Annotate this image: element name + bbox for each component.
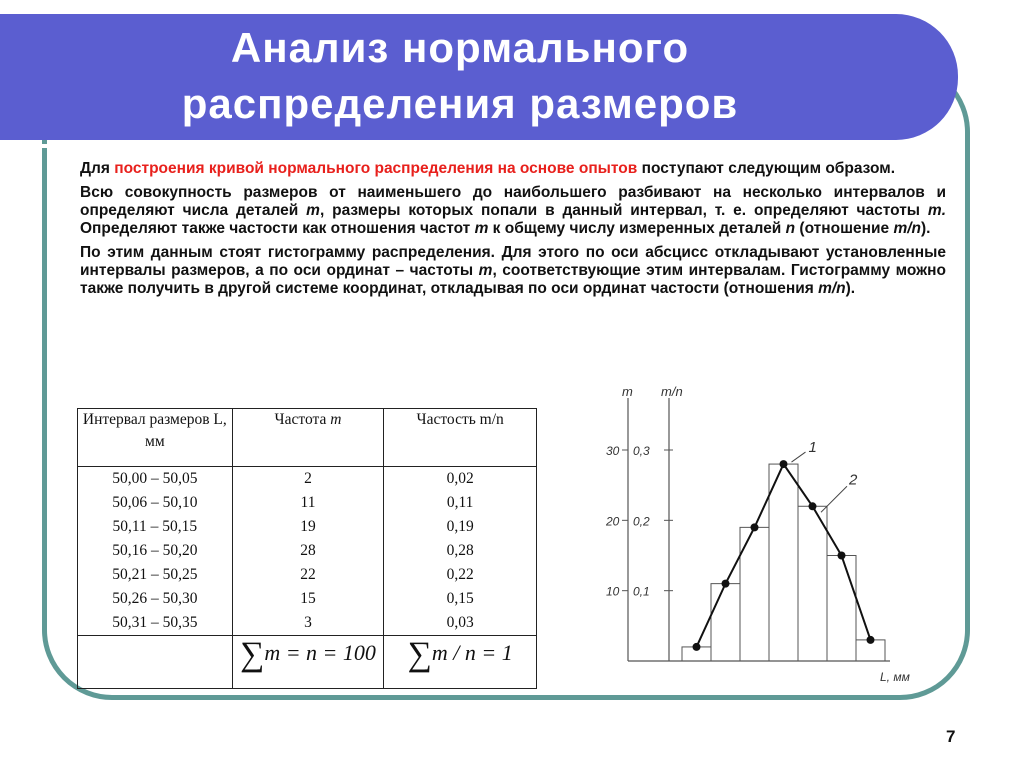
body-text bbox=[80, 160, 946, 304]
sigma-icon: ∑ bbox=[240, 636, 265, 673]
frequency-column bbox=[232, 467, 384, 636]
polygon-point bbox=[722, 580, 730, 588]
title-bar bbox=[0, 14, 958, 140]
slide-title-line-1: Анализ нормального bbox=[230, 24, 690, 71]
paragraph-1: Для построения кривой нормального распределения на основе опытов поступают следующим образом. bbox=[80, 160, 896, 177]
y-tick-label-mn: 0,3 bbox=[633, 444, 650, 458]
curve-1-label: 1 bbox=[808, 439, 817, 457]
histogram-bar bbox=[769, 464, 798, 661]
table-cell: 50,06 – 50,10 bbox=[112, 494, 198, 511]
table-cell: 11 bbox=[300, 494, 316, 511]
table-header-row bbox=[78, 409, 537, 467]
table-cell: 50,11 – 50,15 bbox=[112, 518, 198, 535]
curve-2-label: 2 bbox=[849, 471, 858, 489]
table-cell: 50,31 – 50,35 bbox=[112, 614, 198, 631]
slide-title-line-2: распределения размеров bbox=[181, 80, 739, 127]
table-cell: 3 bbox=[304, 614, 312, 631]
title-underline bbox=[0, 144, 905, 148]
sum-m-formula: m = n = 100 bbox=[264, 640, 376, 666]
histogram-bar bbox=[827, 556, 856, 662]
table-cell: 19 bbox=[300, 518, 316, 535]
y-axis-label-mn: m/n bbox=[661, 384, 683, 399]
histogram-chart bbox=[590, 380, 920, 690]
y-tick-label-m: 10 bbox=[606, 584, 620, 599]
header-frequency: Частота m bbox=[232, 409, 384, 467]
histogram-bar bbox=[711, 584, 740, 661]
sum-mn-formula: m / n = 1 bbox=[431, 640, 513, 666]
paragraph-2: Всю совокупность размеров от наименьшего до наибольшего разбивают на несколько интервалов и определяют числа деталей m, размеры которых попали в данный интервал, т. е. определяют частоты m. Определяют также частости как отношения частот m к общему числу измеренных деталей n (отношение m/n). bbox=[80, 184, 946, 237]
table-cell: 22 bbox=[300, 566, 316, 583]
polygon-point bbox=[809, 502, 817, 510]
table-cell: 50,16 – 50,20 bbox=[112, 542, 198, 559]
table-cell: 0,03 bbox=[446, 614, 474, 631]
header-relative-frequency: Частость m/n bbox=[384, 409, 537, 467]
x-axis-label: L, мм bbox=[880, 670, 910, 684]
table-cell: 50,21 – 50,25 bbox=[112, 566, 198, 583]
y-axis-label-m: m bbox=[622, 384, 633, 399]
table-cell: 0,02 bbox=[446, 470, 474, 487]
page-number: 7 bbox=[946, 727, 956, 746]
curve-2-leader bbox=[821, 486, 847, 512]
table-sum-row bbox=[78, 636, 537, 689]
polygon-point bbox=[693, 643, 701, 651]
histogram-bar bbox=[798, 506, 827, 661]
y-tick-label-mn: 0,2 bbox=[633, 514, 650, 529]
sigma-icon: ∑ bbox=[407, 636, 432, 673]
table-cell: 50,00 – 50,05 bbox=[112, 470, 198, 487]
header-interval: Интервал размеров L, мм bbox=[78, 409, 233, 467]
y-tick-label-mn: 0,1 bbox=[633, 584, 650, 599]
y-tick-label-m: 20 bbox=[606, 514, 620, 529]
polygon-point bbox=[751, 523, 759, 531]
sum-empty-cell bbox=[78, 636, 233, 689]
sum-mn-cell bbox=[384, 636, 537, 689]
interval-column bbox=[78, 467, 233, 636]
table-cell: 0,28 bbox=[446, 542, 474, 559]
table-cell: 28 bbox=[300, 542, 316, 559]
paragraph-3: По этим данным стоят гистограмму распределения. Для этого по оси абсцисс откладывают установленные интервалы размеров, а по оси ординат – частоты m, соответствующие этим интервалам. Гистограмму можно также получить в другой системе координат, откладывая по оси ординат частости (отношения m/n). bbox=[80, 244, 946, 297]
chart-labels bbox=[605, 384, 910, 684]
table-body-row bbox=[78, 467, 537, 636]
table-cell: 0,19 bbox=[446, 518, 474, 535]
polygon-point bbox=[838, 552, 846, 560]
table-cell: 0,15 bbox=[446, 590, 474, 607]
table-cell: 2 bbox=[304, 470, 312, 487]
highlight-text: построения кривой нормального распределения на основе опытов bbox=[114, 160, 638, 177]
polygon-point bbox=[867, 636, 875, 644]
histogram-bars bbox=[682, 464, 885, 661]
data-table bbox=[77, 408, 537, 689]
table-cell: 50,26 – 50,30 bbox=[112, 590, 198, 607]
table-cell: 0,11 bbox=[446, 494, 474, 511]
y-tick-label-m: 30 bbox=[606, 444, 620, 458]
table-cell: 0,22 bbox=[446, 566, 474, 583]
sum-m-cell bbox=[232, 636, 384, 689]
table-cell: 15 bbox=[300, 590, 316, 607]
curve-1-leader bbox=[792, 452, 806, 462]
relative-frequency-column bbox=[384, 467, 537, 636]
polygon-point bbox=[780, 460, 788, 468]
